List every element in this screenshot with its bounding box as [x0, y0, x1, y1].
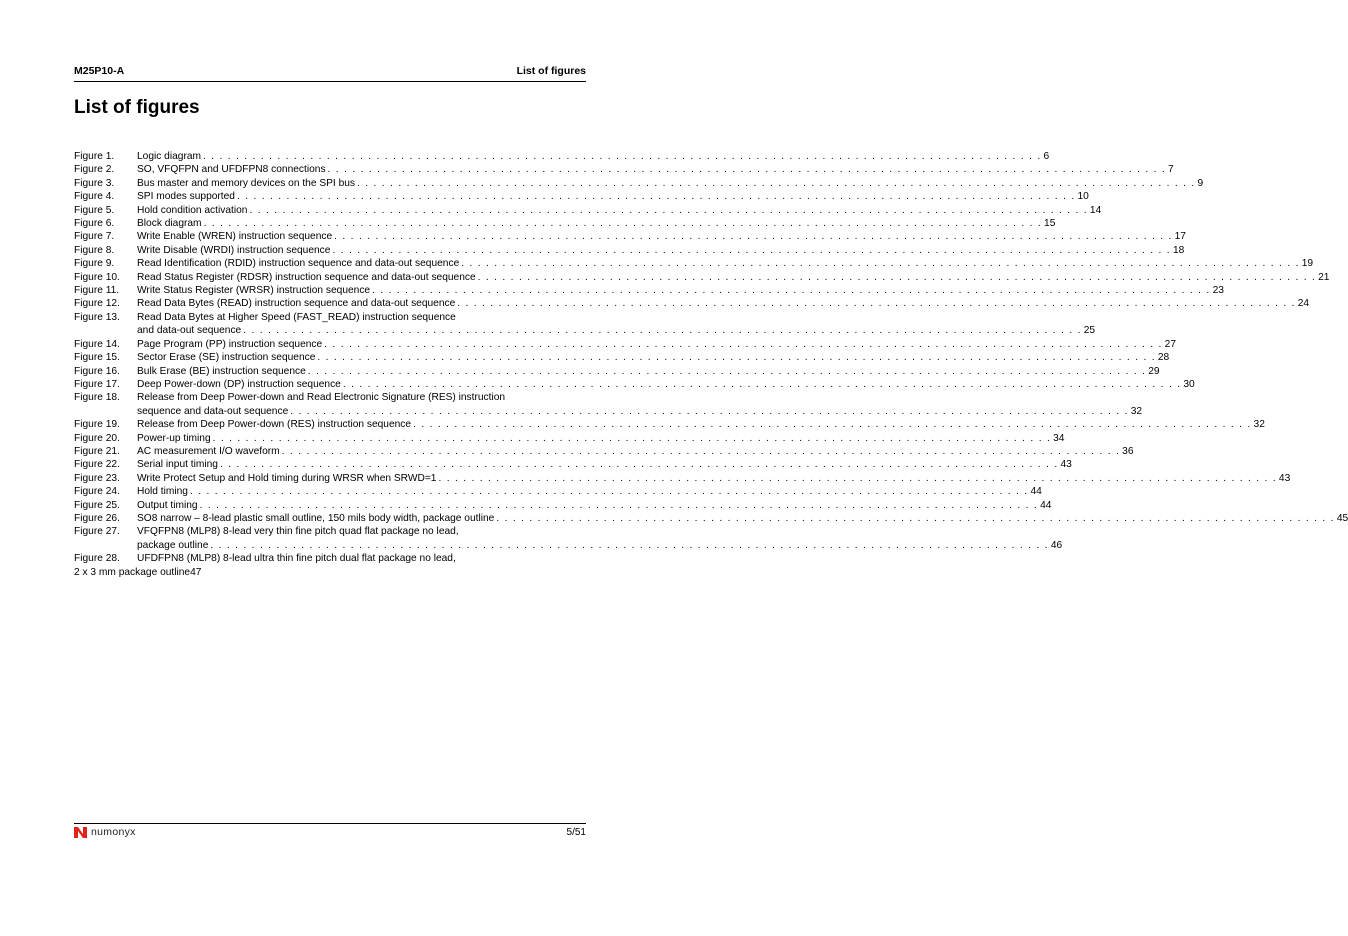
dot-leader — [241, 324, 1083, 337]
figure-title: Read Data Bytes (READ) instruction sequence and data-out sequence — [137, 298, 456, 310]
dot-leader — [201, 150, 1043, 163]
figure-entry-11[interactable] — [74, 284, 1224, 297]
figure-entry-28[interactable] — [74, 552, 586, 579]
page-ref: 43 — [1060, 459, 1072, 471]
page-ref: 34 — [1053, 432, 1065, 444]
dot-leader — [198, 499, 1040, 512]
page-ref: 28 — [1157, 352, 1170, 364]
figure-label: Figure 24. — [74, 486, 120, 498]
figure-entry-2[interactable] — [74, 163, 1174, 176]
dot-leader — [370, 284, 1212, 297]
page-ref: 29 — [1148, 365, 1160, 377]
dot-leader — [494, 512, 1336, 525]
figure-entry-4[interactable] — [74, 190, 1089, 203]
figure-title: Read Identification (RDID) instruction sequence and data-out sequence — [137, 258, 460, 270]
figure-label: Figure 26. — [74, 512, 120, 524]
figure-label: Figure 22. — [74, 459, 120, 471]
figure-label: Figure 13. — [74, 311, 120, 323]
page-ref: 30 — [1183, 378, 1195, 390]
dot-leader — [235, 190, 1077, 203]
figure-label: Figure 28. — [74, 553, 120, 565]
page-ref: 27 — [1164, 338, 1176, 350]
figure-title: Read Status Register (RDSR) instruction sequence and data-out sequence — [137, 271, 476, 283]
figure-label: Figure 5. — [74, 204, 115, 216]
figure-title: Bulk Erase (BE) instruction sequence — [137, 365, 306, 377]
figure-title: Block diagram — [137, 218, 202, 230]
figure-label: Figure 20. — [74, 432, 120, 444]
figure-title: AC measurement I/O waveform — [137, 445, 280, 457]
document-id: M25P10-A — [74, 65, 125, 77]
figure-entry-20[interactable] — [74, 432, 1065, 445]
figure-label: Figure 15. — [74, 352, 120, 364]
figure-entry-8[interactable] — [74, 244, 1185, 257]
footer-rule — [74, 823, 586, 824]
dot-leader — [455, 297, 1297, 310]
dot-leader — [288, 405, 1130, 418]
page-ref: 43 — [1278, 472, 1291, 484]
page-ref: 45 — [1336, 512, 1348, 524]
page-ref: 14 — [1089, 204, 1102, 216]
figure-entry-7[interactable] — [74, 230, 1186, 243]
page-title: List of figures — [74, 97, 200, 118]
page-ref: 10 — [1077, 191, 1089, 203]
dot-leader — [202, 217, 1044, 230]
figure-title: SO8 narrow – 8-lead plastic small outline, 150 mils body width, package outline — [137, 512, 495, 524]
dot-leader — [315, 351, 1157, 364]
page-ref: 9 — [1197, 177, 1204, 189]
figure-entry-24[interactable] — [74, 485, 1042, 498]
figure-entry-25[interactable] — [74, 499, 1052, 512]
figure-entry-15[interactable] — [74, 351, 1170, 364]
figure-entry-6[interactable] — [74, 217, 1056, 230]
figure-entry-27[interactable] — [74, 525, 1063, 552]
figure-title: Hold condition activation — [137, 204, 248, 216]
dot-leader — [476, 271, 1318, 284]
page-ref: 21 — [1318, 271, 1330, 283]
dot-leader — [218, 458, 1060, 471]
figure-title: Power-up timing — [137, 432, 211, 444]
figure-title: VFQFPN8 (MLP8) 8-lead very thin fine pitch quad flat package no lead, — [137, 526, 459, 538]
figure-title: SPI modes supported — [137, 191, 235, 203]
page-ref: 18 — [1172, 244, 1185, 256]
figure-entry-12[interactable] — [74, 297, 1310, 310]
figure-label: Figure 16. — [74, 365, 120, 377]
figure-title: Sector Erase (SE) instruction sequence — [137, 352, 316, 364]
figure-title: Hold timing — [137, 486, 188, 498]
figure-list — [74, 150, 1348, 579]
figure-label: Figure 4. — [74, 191, 115, 203]
dot-leader — [411, 418, 1253, 431]
dot-leader — [341, 378, 1183, 391]
figure-entry-26[interactable] — [74, 512, 1348, 525]
figure-label: Figure 1. — [74, 151, 115, 162]
page-ref: 32 — [1253, 419, 1265, 431]
dot-leader — [306, 365, 1148, 378]
figure-entry-23[interactable] — [74, 472, 1291, 485]
figure-label: Figure 11. — [74, 285, 120, 297]
figure-title: Write Protect Setup and Hold timing during WRSR when SRWD=1 — [137, 472, 437, 484]
figure-title-continuation: sequence and data-out sequence — [137, 405, 289, 417]
dot-leader — [355, 177, 1197, 190]
header-rule — [74, 81, 586, 82]
figure-label: Figure 2. — [74, 164, 115, 176]
dot-leader — [459, 257, 1301, 270]
page-number: 5/51 — [566, 827, 586, 838]
figure-entry-16[interactable] — [74, 365, 1160, 378]
figure-title: Bus master and memory devices on the SPI bus — [137, 177, 356, 189]
figure-title: Release from Deep Power-down (RES) instruction sequence — [137, 419, 412, 431]
page-header — [74, 65, 586, 79]
page-ref: 17 — [1174, 231, 1186, 243]
figure-entry-14[interactable] — [74, 338, 1176, 351]
dot-leader — [188, 485, 1030, 498]
dot-leader — [322, 338, 1164, 351]
dot-leader — [247, 204, 1089, 217]
figure-entry-18[interactable] — [74, 391, 1143, 418]
numonyx-logo-icon — [74, 827, 87, 838]
dot-leader — [280, 445, 1122, 458]
figure-label: Figure 7. — [74, 231, 115, 243]
figure-label: Figure 25. — [74, 499, 120, 511]
figure-entry-22[interactable] — [74, 458, 1072, 471]
dot-leader — [332, 230, 1174, 243]
figure-title-continuation: package outline — [137, 539, 209, 551]
figure-entry-10[interactable] — [74, 271, 1330, 284]
page-ref: 36 — [1122, 445, 1134, 457]
page-ref: 6 — [1043, 151, 1050, 162]
figure-entry-17[interactable] — [74, 378, 1195, 391]
figure-label: Figure 19. — [74, 419, 120, 431]
figure-title: Serial input timing — [137, 459, 218, 471]
figure-label: Figure 9. — [74, 258, 115, 270]
figure-label: Figure 3. — [74, 177, 115, 189]
brand-name: numonyx — [91, 826, 136, 838]
numonyx-logo — [74, 826, 136, 838]
dot-leader — [436, 472, 1278, 485]
figure-entry-21[interactable] — [74, 445, 1134, 458]
page-ref: 23 — [1212, 285, 1224, 297]
figure-title: Release from Deep Power-down and Read Electronic Signature (RES) instruction — [137, 392, 506, 404]
page-ref: 25 — [1083, 325, 1096, 337]
figure-label: Figure 10. — [74, 271, 120, 283]
figure-label: Figure 18. — [74, 392, 120, 404]
figure-label: Figure 27. — [74, 526, 120, 538]
page-footer — [74, 826, 586, 840]
figure-title: Deep Power-down (DP) instruction sequence — [137, 378, 341, 390]
figure-label: Figure 6. — [74, 218, 115, 230]
dot-leader — [326, 163, 1168, 176]
figure-title: Output timing — [137, 499, 198, 511]
figure-label: Figure 17. — [74, 378, 120, 390]
figure-title: Page Program (PP) instruction sequence — [137, 338, 323, 350]
page-ref: 46 — [1050, 539, 1063, 551]
figure-title: Read Data Bytes at Higher Speed (FAST_READ) instruction sequence — [137, 311, 456, 323]
figure-entry-13[interactable] — [74, 311, 1096, 338]
dot-leader — [330, 244, 1172, 257]
figure-title: Write Disable (WRDI) instruction sequence — [137, 244, 331, 256]
page-ref: 7 — [1168, 164, 1174, 176]
page-ref: 15 — [1044, 218, 1056, 230]
figure-label: Figure 23. — [74, 472, 120, 484]
figure-title-continuation: and data-out sequence — [137, 325, 242, 337]
dot-leader — [211, 432, 1053, 445]
figure-entry-3[interactable] — [74, 177, 1204, 190]
page-ref: 32 — [1130, 405, 1143, 417]
page-ref: 44 — [1030, 486, 1042, 498]
figure-label: Figure 14. — [74, 338, 120, 350]
dot-leader — [208, 539, 1050, 552]
figure-title: UFDFPN8 (MLP8) 8-lead ultra thin fine pitch dual flat package no lead, — [137, 553, 456, 565]
page-ref: 19 — [1301, 258, 1314, 270]
figure-entry-9[interactable] — [74, 257, 1314, 270]
figure-entry-5[interactable] — [74, 204, 1102, 217]
page-ref: 44 — [1040, 499, 1052, 511]
figure-label: Figure 21. — [74, 445, 120, 457]
figure-title: SO, VFQFPN and UFDFPN8 connections — [137, 164, 326, 176]
figure-title: Write Enable (WREN) instruction sequence — [137, 231, 333, 243]
page-ref: 24 — [1297, 298, 1310, 310]
figure-entry-1[interactable] — [74, 150, 1050, 163]
section-name: List of figures — [516, 65, 586, 77]
figure-title: Write Status Register (WRSR) instruction sequence — [137, 285, 371, 297]
figure-label: Figure 12. — [74, 298, 120, 310]
figure-title-continuation: 2 x 3 mm package outline47 — [74, 566, 202, 578]
figure-entry-19[interactable] — [74, 418, 1265, 431]
figure-label: Figure 8. — [74, 244, 115, 256]
figure-title: Logic diagram — [137, 151, 201, 162]
